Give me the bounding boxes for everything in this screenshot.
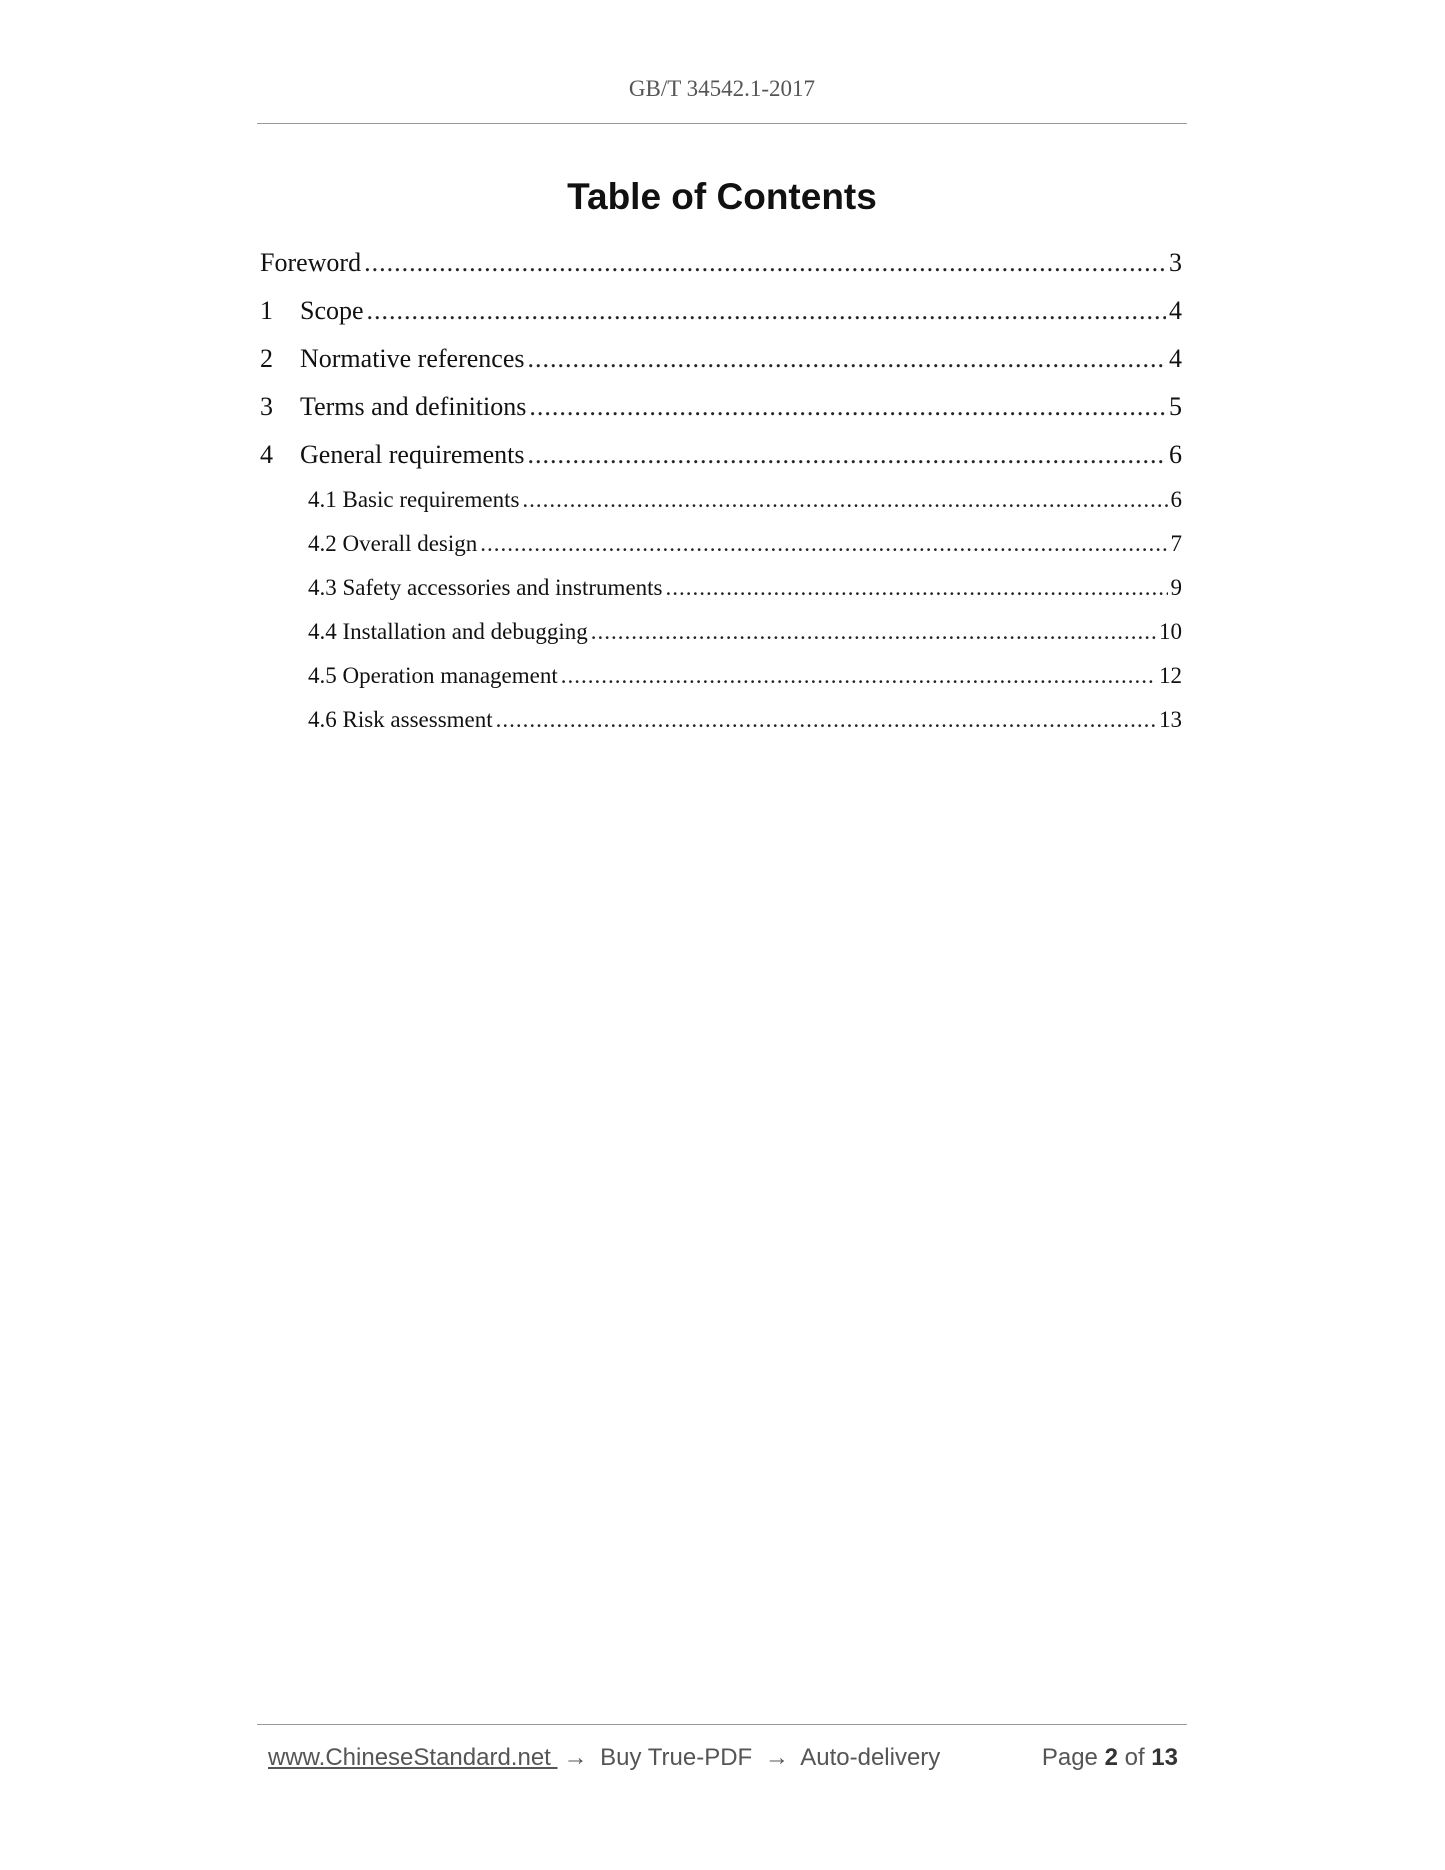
toc-entry-label: 4.1 Basic requirements <box>308 487 520 512</box>
page-total: 13 <box>1151 1744 1178 1771</box>
document-id: GB/T 34542.1-2017 <box>628 76 816 101</box>
toc-entry-number: 4 <box>260 440 273 469</box>
toc-entry-page: 5 <box>1169 392 1182 421</box>
document-header <box>257 76 1187 102</box>
toc-entry-page: 12 <box>1159 663 1182 688</box>
toc-leader-dots <box>561 663 1156 689</box>
toc-leader-dots <box>480 531 1167 557</box>
toc-entry-label: Normative references <box>300 344 525 373</box>
toc-entry-installation-debugging[interactable] <box>308 619 1182 645</box>
toc-leader-dots <box>666 575 1168 601</box>
toc-entry-label: Foreword <box>260 248 362 277</box>
toc-entry-number: 3 <box>260 392 273 421</box>
toc-entry-label: 4.6 Risk assessment <box>308 707 493 732</box>
toc-leader-dots <box>529 392 1166 422</box>
toc-entry-page: 4 <box>1169 296 1182 325</box>
toc-entry-page: 10 <box>1159 619 1182 644</box>
toc-leader-dots <box>522 487 1167 513</box>
toc-leader-dots <box>528 440 1166 470</box>
toc-leader-dots <box>527 344 1166 374</box>
toc-entry-label: General requirements <box>300 440 525 469</box>
arrow-right-icon: → <box>563 1744 588 1771</box>
page-of-label: of <box>1124 1744 1145 1771</box>
toc-entry-page: 4 <box>1169 344 1182 373</box>
toc-entry-normative-references[interactable] <box>260 344 1182 374</box>
toc-leader-dots <box>367 296 1166 326</box>
toc-entry-label: Terms and definitions <box>300 392 527 421</box>
toc-entry-general-requirements[interactable] <box>260 440 1182 470</box>
page-current: 2 <box>1104 1744 1118 1771</box>
toc-entry-risk-assessment[interactable] <box>308 707 1182 733</box>
page-label: Page <box>1041 1744 1098 1771</box>
toc-entry-label: 4.5 Operation management <box>308 663 558 688</box>
toc-entry-basic-requirements[interactable] <box>308 487 1182 513</box>
toc-entry-page: 7 <box>1170 531 1182 556</box>
toc-entry-safety-accessories[interactable] <box>308 575 1182 601</box>
toc-entry-page: 9 <box>1170 575 1182 600</box>
page-footer <box>268 1744 1178 1772</box>
page-indicator <box>1042 1744 1178 1772</box>
toc-leader-dots <box>364 248 1166 278</box>
toc-entry-page: 3 <box>1169 248 1182 277</box>
footer-divider <box>257 1724 1187 1725</box>
website-link[interactable]: www.ChineseStandard.net <box>268 1744 558 1771</box>
toc-entry-foreword[interactable] <box>260 248 1182 278</box>
toc-leader-dots <box>591 619 1156 645</box>
toc-entry-page: 6 <box>1170 487 1182 512</box>
toc-entry-page: 6 <box>1169 440 1182 469</box>
toc-entry-label: 4.4 Installation and debugging <box>308 619 588 644</box>
buy-pdf-text: Buy True-PDF <box>600 1744 753 1771</box>
toc-leader-dots <box>496 707 1156 733</box>
toc-entry-scope[interactable] <box>260 296 1182 326</box>
toc-entry-overall-design[interactable] <box>308 531 1182 557</box>
toc-entry-terms-and-definitions[interactable] <box>260 392 1182 422</box>
toc-title: Table of Contents <box>567 176 877 217</box>
toc-entry-label: Scope <box>300 296 364 325</box>
toc-entry-page: 13 <box>1159 707 1182 732</box>
toc-entry-label: 4.3 Safety accessories and instruments <box>308 575 663 600</box>
toc-entry-number: 1 <box>260 296 273 325</box>
toc-entry-operation-management[interactable] <box>308 663 1182 689</box>
toc-entry-label: 4.2 Overall design <box>308 531 478 556</box>
arrow-right-icon: → <box>764 1744 789 1771</box>
header-divider <box>257 123 1187 124</box>
toc-entry-number: 2 <box>260 344 273 373</box>
auto-delivery-text: Auto-delivery <box>800 1744 941 1771</box>
